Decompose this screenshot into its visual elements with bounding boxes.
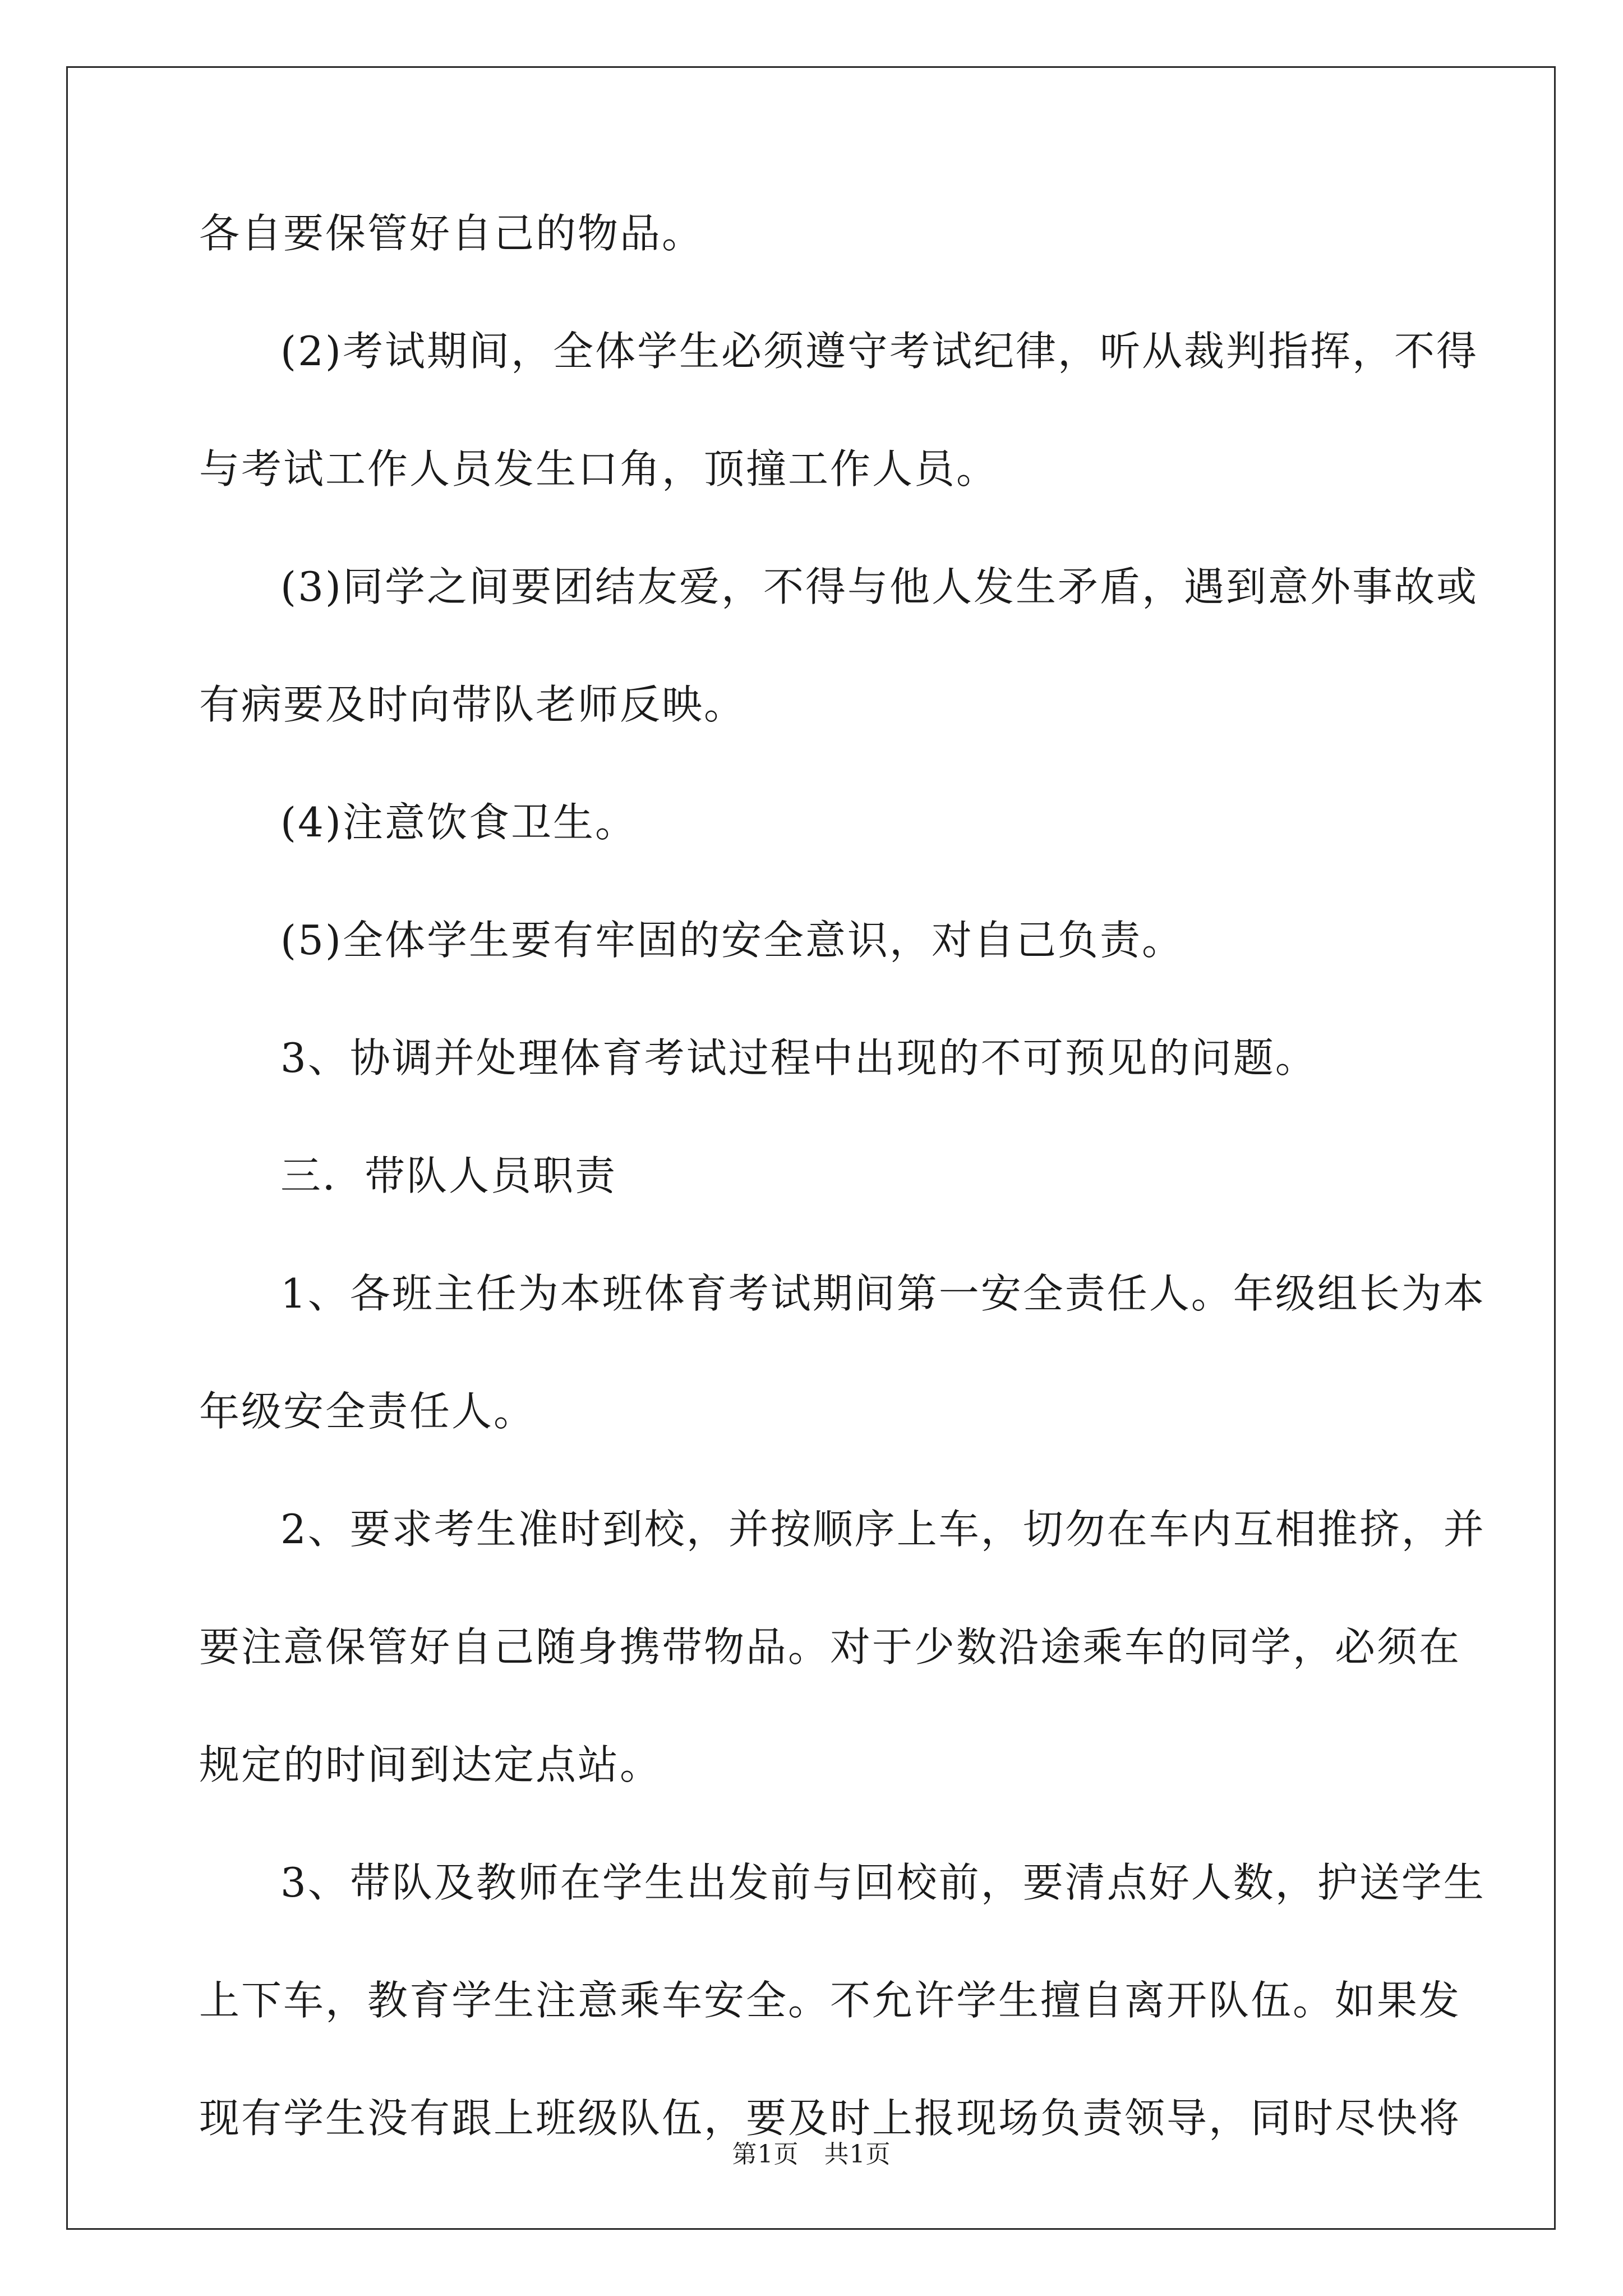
section-heading: 三．带队人员职责 (280, 1152, 617, 1199)
text-line: (4)注意饮食卫生。 (280, 799, 637, 846)
text-line: 规定的时间到达定点站。 (199, 1741, 662, 1788)
text-line: 现有学生没有跟上班级队伍，要及时上报现场负责领导，同时尽快将 (199, 2095, 1461, 2142)
text-line: 2、要求考生准时到校，并按顺序上车，切勿在车内互相推挤，并 (280, 1506, 1486, 1553)
text-line: 各自要保管好自己的物品。 (199, 210, 704, 257)
text-line: 3、带队及教师在学生出发前与回校前，要清点好人数，护送学生 (280, 1859, 1486, 1906)
text-line: (5)全体学生要有牢固的安全意识，对自己负责。 (280, 917, 1184, 964)
text-line: 上下车，教育学生注意乘车安全。不允许学生擅自离开队伍。如果发 (199, 1977, 1461, 2024)
text-line: 1、各班主任为本班体育考试期间第一安全责任人。年级组长为本 (280, 1270, 1486, 1317)
text-line: 3、协调并处理体育考试过程中出现的不可预见的问题。 (280, 1034, 1317, 1082)
text-line: 与考试工作人员发生口角，顶撞工作人员。 (199, 445, 999, 493)
text-line: 要注意保管好自己随身携带物品。对于少数沿途乘车的同学，必须在 (199, 1623, 1461, 1671)
text-line: 年级安全责任人。 (199, 1388, 536, 1435)
page-number: 第1页 共1页 (732, 2140, 891, 2169)
text-line: (2)考试期间，全体学生必须遵守考试纪律，听从裁判指挥，不得 (280, 328, 1478, 375)
text-line: 有病要及时向带队老师反映。 (199, 681, 746, 728)
text-line: (3)同学之间要团结友爱，不得与他人发生矛盾，遇到意外事故或 (280, 563, 1478, 610)
